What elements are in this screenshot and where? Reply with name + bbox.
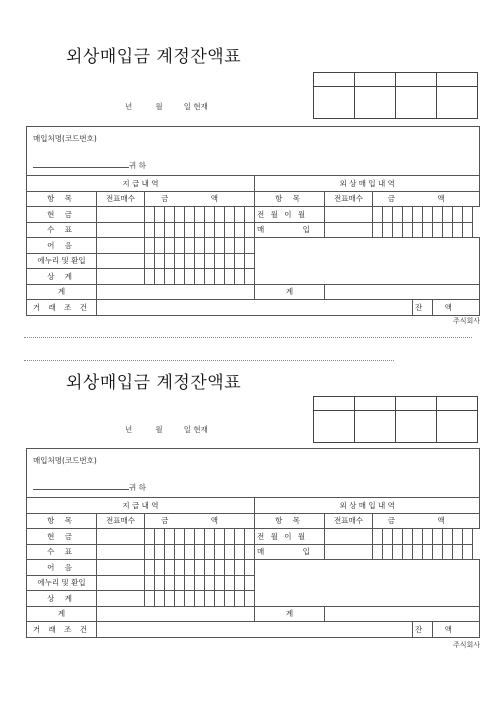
col-item-header: 항 목	[255, 513, 325, 529]
right-blank-area[interactable]	[255, 560, 480, 607]
col-amount-header: 금 액	[145, 191, 255, 207]
balance-label: 잔 액	[413, 622, 433, 638]
col-amount-header: 금 액	[145, 513, 255, 529]
row-label: 어 음	[27, 238, 97, 254]
row-label: 수 표	[27, 544, 97, 560]
col-slips-header: 전표매수	[325, 513, 373, 529]
balance-label: 잔 액	[413, 300, 433, 316]
customer-cell[interactable]	[27, 127, 480, 176]
balance-table	[26, 126, 480, 316]
approval-box	[313, 396, 478, 443]
addressee-line	[33, 482, 473, 493]
as-of-date	[125, 424, 208, 435]
terms-field[interactable]	[97, 300, 413, 316]
company-label: 주식회사	[452, 317, 480, 325]
table-row	[27, 560, 480, 576]
approval-cell[interactable]	[437, 411, 478, 443]
approval-cell[interactable]	[355, 73, 396, 87]
row-label: 매 입	[255, 222, 325, 238]
col-amount-header: 금 액	[373, 191, 480, 207]
col-slips-header: 전표매수	[325, 191, 373, 207]
approval-cell[interactable]	[396, 87, 437, 119]
approval-cell[interactable]	[437, 73, 478, 87]
approval-cell[interactable]	[355, 411, 396, 443]
col-item-header: 항 목	[255, 191, 325, 207]
cut-line	[24, 360, 394, 361]
approval-cell[interactable]	[437, 397, 478, 411]
row-label: 계	[27, 606, 97, 622]
approval-cell[interactable]	[314, 87, 355, 119]
row-label: 매 입	[255, 544, 325, 560]
as-of-date	[125, 101, 208, 112]
table-row	[27, 300, 480, 316]
row-label: 계	[255, 606, 325, 622]
row-label: 상 계	[27, 591, 97, 607]
approval-cell[interactable]	[396, 73, 437, 87]
form-title: 외상매입금 계정잔액표	[66, 373, 242, 393]
customer-name-blank[interactable]	[33, 484, 129, 490]
balance-table	[26, 448, 480, 638]
date-year-label: 년	[125, 102, 133, 111]
approval-cell[interactable]	[314, 397, 355, 411]
terms-label: 거 래 조 건	[27, 622, 97, 638]
approval-cell[interactable]	[437, 87, 478, 119]
table-row	[27, 544, 480, 560]
table-row	[27, 284, 480, 300]
table-row	[27, 222, 480, 238]
row-label: 상 계	[27, 269, 97, 285]
approval-cell[interactable]	[314, 73, 355, 87]
table-row	[27, 238, 480, 254]
row-label: 전 월 이 월	[255, 529, 325, 545]
col-amount-header: 금 액	[373, 513, 480, 529]
row-label: 현 금	[27, 207, 97, 223]
right-blank-area[interactable]	[255, 238, 480, 285]
payment-section-header: 지 급 내 역	[27, 498, 255, 514]
customer-label: 매입처명(코드번호)	[33, 134, 97, 143]
customer-cell[interactable]	[27, 449, 480, 498]
addressee-label: 귀 하	[129, 161, 146, 170]
approval-cell[interactable]	[396, 397, 437, 411]
addressee-label: 귀 하	[129, 483, 146, 492]
terms-label: 거 래 조 건	[27, 300, 97, 316]
addressee-line	[33, 160, 473, 171]
row-label: 에누리 및 환입	[27, 575, 97, 591]
approval-box	[313, 72, 478, 119]
approval-cell[interactable]	[355, 87, 396, 119]
date-year-label: 년	[125, 425, 133, 434]
date-month-label: 월	[155, 425, 163, 434]
date-day-label: 일 현재	[183, 425, 208, 434]
row-label: 현 금	[27, 529, 97, 545]
col-item-header: 항 목	[27, 191, 97, 207]
row-label: 계	[27, 284, 97, 300]
col-item-header: 항 목	[27, 513, 97, 529]
col-slips-header: 전표매수	[97, 191, 145, 207]
table-row	[27, 529, 480, 545]
cut-line	[24, 337, 472, 338]
purchase-section-header: 외 상 매 입 내 역	[255, 176, 480, 192]
customer-name-blank[interactable]	[33, 162, 129, 168]
form-title: 외상매입금 계정잔액표	[66, 47, 242, 67]
table-row	[27, 207, 480, 223]
payment-section-header: 지 급 내 역	[27, 176, 255, 192]
row-label: 수 표	[27, 222, 97, 238]
terms-field[interactable]	[97, 622, 413, 638]
approval-cell[interactable]	[314, 411, 355, 443]
table-row	[27, 606, 480, 622]
date-day-label: 일 현재	[183, 102, 208, 111]
approval-cell[interactable]	[355, 397, 396, 411]
company-label: 주식회사	[452, 641, 480, 649]
col-slips-header: 전표매수	[97, 513, 145, 529]
purchase-section-header: 외 상 매 입 내 역	[255, 498, 480, 514]
approval-cell[interactable]	[396, 411, 437, 443]
row-label: 어 음	[27, 560, 97, 576]
row-label: 전 월 이 월	[255, 207, 325, 223]
date-month-label: 월	[155, 102, 163, 111]
row-label: 계	[255, 284, 325, 300]
row-label: 에누리 및 환입	[27, 253, 97, 269]
customer-label: 매입처명(코드번호)	[33, 456, 97, 465]
table-row	[27, 622, 480, 638]
